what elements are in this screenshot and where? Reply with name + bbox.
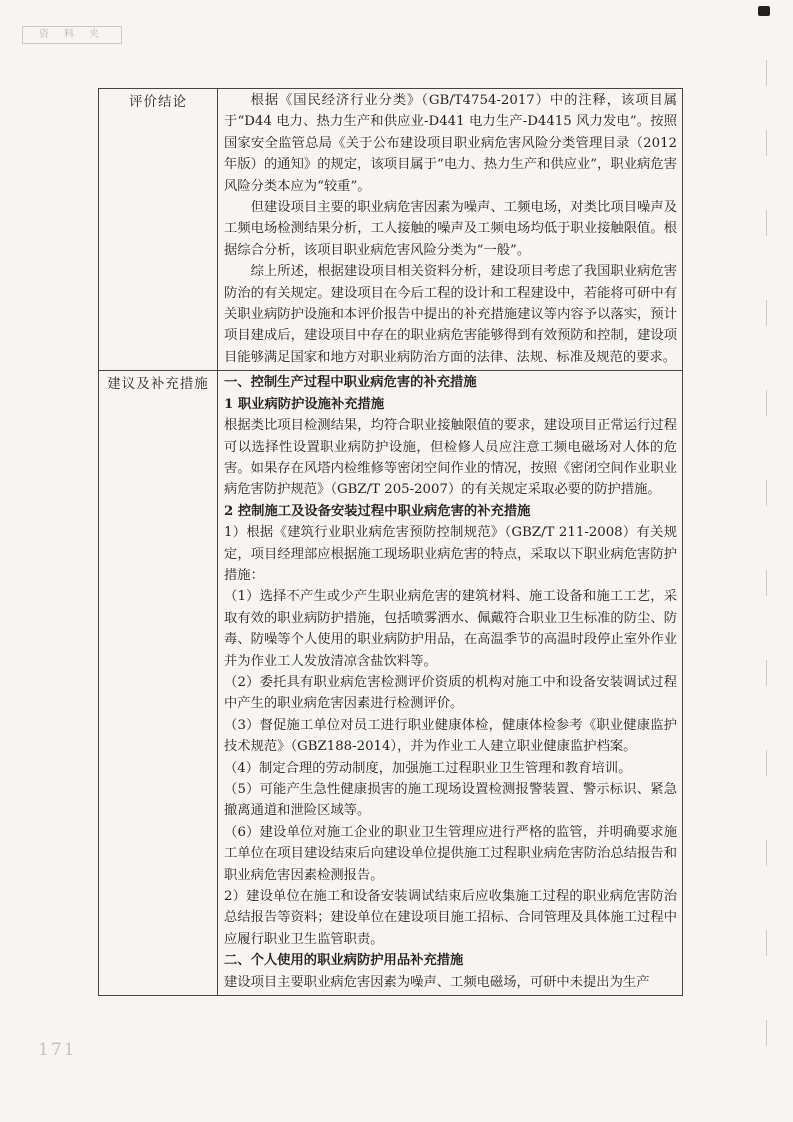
table-row	[99, 371, 683, 996]
subsection-intro-2: 1）根据《建筑行业职业病危害预防控制规范》（GBZ/T 211-2008）有关规定，项目经理部应根据施工现场职业病危害的特点，采取以下职业病危害防护措施：	[224, 525, 677, 583]
list-item: （6）建设单位对施工企业的职业卫生管理应进行严格的监管，并明确要求施工单位在项目建设结束后向建设单位提供施工过程职业病危害防治总结报告和职业病危害因素检测报告。	[224, 824, 677, 883]
list-item: （2）委托具有职业病危害检测评价资质的机构对施工中和设备安装调试过程中产生的职业病危害因素进行检测评价。	[224, 674, 677, 712]
list-item: （4）制定合理的劳动制度，加强施工过程职业卫生管理和教育培训。	[224, 760, 632, 776]
section-heading-2: 二、个人使用的职业病防护用品补充措施	[224, 953, 464, 969]
section-heading-1: 一、控制生产过程中职业病危害的补充措施	[224, 375, 477, 391]
section-text-2: 建设项目主要职业病危害因素为噪声、工频电磁场，可研中未提出为生产	[224, 974, 650, 990]
assessment-table	[98, 88, 683, 996]
conclusion-paragraph-1: 根据《国民经济行业分类》（GB/T4754-2017）中的注释，该项目属于“D44 电力、热力生产和供应业-D441 电力生产-D4415 风力发电”。按照国家安全监管总局《关于公布建设项目职业病危害风险分类管理目录（2012年版）的通知》的规定，该项目属于“电力、热力生产和供应业”，职业病危害风险分类本应为“较重”。	[224, 93, 677, 194]
conclusion-paragraph-2: 但建设项目主要的职业病危害因素为噪声、工频电场，对类比项目噪声及工频电场检测结果分析，工人接触的噪声及工频电场均低于职业接触限值。根据综合分析，该项目职业病危害风险分类为“一般”。	[224, 200, 677, 258]
table-row	[99, 89, 683, 371]
row-label-conclusion: 评价结论	[99, 89, 218, 371]
page-number: 171	[38, 1040, 77, 1060]
list-item: （1）选择不产生或少产生职业病危害的建筑材料、施工设备和施工工艺，采取有效的职业病防护措施，包括喷雾洒水、佩戴符合职业卫生标准的防尘、防毒、防噪等个人使用的职业病防护用品，在高温季节的高温时段停止室外作业并为作业工人发放清凉含盐饮料等。	[224, 589, 677, 669]
row-label-suggestions: 建议及补充措施	[99, 371, 218, 996]
list-item: （5）可能产生急性健康损害的施工现场设置检测报警装置、警示标识、紧急撤离通道和泄险区域等。	[224, 782, 677, 819]
archive-stamp: 资 料 夹	[22, 26, 122, 44]
conclusion-paragraph-3: 综上所述，根据建设项目相关资料分析，建设项目考虑了我国职业病危害防治的有关规定。建设项目在今后工程的设计和工程建设中，若能将可研中有关职业病防护设施和本评价报告中提出的补充措施建议等内容予以落实，预计项目建成后，建设项目中存在的职业病危害能够得到有效预防和控制，建设项目能够满足国家和地方对职业病防治方面的法律、法规、标准及规范的要求。	[224, 264, 677, 365]
list-item: （3）督促施工单位对员工进行职业健康体检，健康体检参考《职业健康监护技术规范》（GBZ188-2014），并为作业工人建立职业健康监护档案。	[224, 717, 677, 755]
binding-edge-marks	[766, 60, 780, 1080]
conclusion-content	[218, 89, 683, 371]
suggestions-content	[218, 371, 683, 996]
scan-corner-mark	[758, 6, 770, 16]
subsection-title-2: 2 控制施工及设备安装过程中职业病危害的补充措施	[224, 503, 531, 519]
subsection-point-2: 2）建设单位在施工和设备安装调试结束后应收集施工过程的职业病危害防治总结报告等资料；建设单位在建设项目施工招标、合同管理及具体施工过程中应履行职业卫生监管职责。	[224, 889, 677, 947]
subsection-text-1: 根据类比项目检测结果，均符合职业接触限值的要求，建设项目正常运行过程可以选择性设置职业病防护设施，但检修人员应注意工频电磁场对人体的危害。如果存在风塔内检维修等密闭空间作业的情况，按照《密闭空间作业职业病危害防护规范》（GBZ/T 205-2007）的有关规定采取必要的防护措施。	[224, 418, 677, 498]
subsection-title-1: 1 职业病防护设施补充措施	[224, 396, 385, 412]
